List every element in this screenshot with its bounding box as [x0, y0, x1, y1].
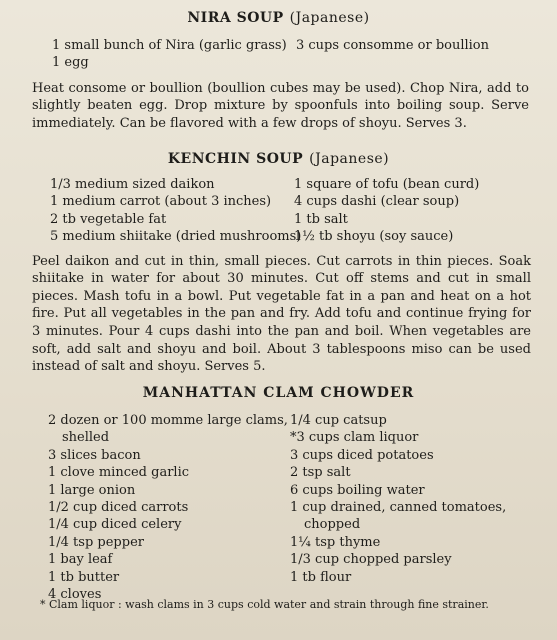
ingredient: 1/2 cup diced carrots	[48, 500, 189, 516]
ingredient: 1 large onion	[48, 482, 136, 498]
ingredient: 1 cup drained, canned tomatoes,	[290, 500, 507, 516]
recipe-title	[0, 150, 557, 168]
ingredient-column-right	[290, 412, 506, 603]
ingredient: 3 cups consomme or boullion	[296, 38, 490, 53]
recipe-origin: (Japanese)	[289, 10, 370, 26]
ingredient: *3 cups clam liquor	[290, 430, 419, 446]
recipe-directions: Peel daikon and cut in thin, small pieces. Cut carrots in thin pieces. Soak shiitake in water for about 30 minutes. Cut off stems and cut in small pieces. Mash tofu in a bowl. Put vegetable fat in a pan and heat on a hot fire. Put all vegetables in the pan and fry. Add tofu and continue frying for 3 minutes. Pour 4 cups dashi into the pan and boil. When vegetables are soft, add salt and shoyu and boil. About 3 tablespoons miso can be used instead of salt and shoyu. Serves 5.	[32, 253, 531, 375]
ingredient: 2 tb vegetable fat	[50, 211, 167, 227]
ingredient: 1¼ tsp thyme	[290, 534, 381, 550]
recipe-name: NIRA SOUP	[187, 10, 284, 26]
ingredient: 1½ tb shoyu (soy sauce)	[294, 229, 454, 245]
footnote: * Clam liquor : wash clams in 3 cups cold water and strain through fine strainer.	[40, 598, 489, 611]
ingredient: 1/3 cup chopped parsley	[290, 552, 452, 568]
ingredient-column-left	[48, 412, 290, 603]
recipe-title	[0, 384, 557, 402]
recipe-directions: Heat consome or boullion (boullion cubes may be used). Chop Nira, add to slightly beaten egg. Drop mixture by spoonfuls into boiling soup. Serve immediately. Can be flavored with a few drops of shoyu. Serves 3.	[32, 80, 529, 131]
ingredient: 1 bay leaf	[48, 552, 113, 568]
ingredient: 1 medium carrot (about 3 inches)	[50, 194, 272, 210]
ingredient: 1 tb flour	[290, 569, 352, 585]
ingredient: 1 square of tofu (bean curd)	[294, 177, 480, 192]
ingredient-list	[0, 412, 557, 603]
ingredient: 4 cups dashi (clear soup)	[294, 194, 460, 210]
recipe-title	[0, 9, 557, 27]
ingredient-column-left	[52, 37, 296, 72]
ingredient: 1 egg	[52, 55, 89, 71]
ingredient: 2 dozen or 100 momme large clams,	[48, 413, 288, 428]
ingredient-list	[0, 176, 557, 246]
recipe-name: KENCHIN SOUP	[167, 151, 304, 167]
recipe-nira-soup	[0, 9, 557, 133]
ingredient: 1 tb salt	[294, 211, 348, 227]
ingredient: shelled	[62, 430, 110, 446]
ingredient: 1/4 tsp pepper	[48, 534, 144, 550]
ingredient: 1 clove minced garlic	[48, 465, 190, 481]
recipe-name: MANHATTAN CLAM CHOWDER	[142, 385, 415, 401]
ingredient: 6 cups boiling water	[290, 482, 425, 498]
recipe-kenchin-soup	[0, 150, 557, 376]
recipe-origin: (Japanese)	[309, 151, 390, 167]
ingredient-column-right	[296, 37, 489, 72]
ingredient: 1 tb butter	[48, 569, 120, 585]
ingredient: 4 cloves	[48, 587, 102, 603]
recipe-manhattan-clam-chowder	[0, 384, 557, 603]
ingredient-column-right	[294, 176, 479, 246]
ingredient: 3 slices bacon	[48, 447, 141, 463]
ingredient: 3 cups diced potatoes	[290, 447, 434, 463]
ingredient: 1/3 medium sized daikon	[50, 177, 215, 192]
ingredient: 1 small bunch of Nira (garlic grass)	[52, 38, 287, 53]
ingredient-list	[0, 37, 557, 72]
ingredient: chopped	[304, 517, 361, 533]
ingredient: 1/4 cup diced celery	[48, 517, 182, 533]
ingredient: 5 medium shiitake (dried mushrooms)	[50, 229, 302, 245]
ingredient: 2 tsp salt	[290, 465, 351, 481]
ingredient-column-left	[50, 176, 302, 246]
ingredient: 1/4 cup catsup	[290, 413, 387, 428]
